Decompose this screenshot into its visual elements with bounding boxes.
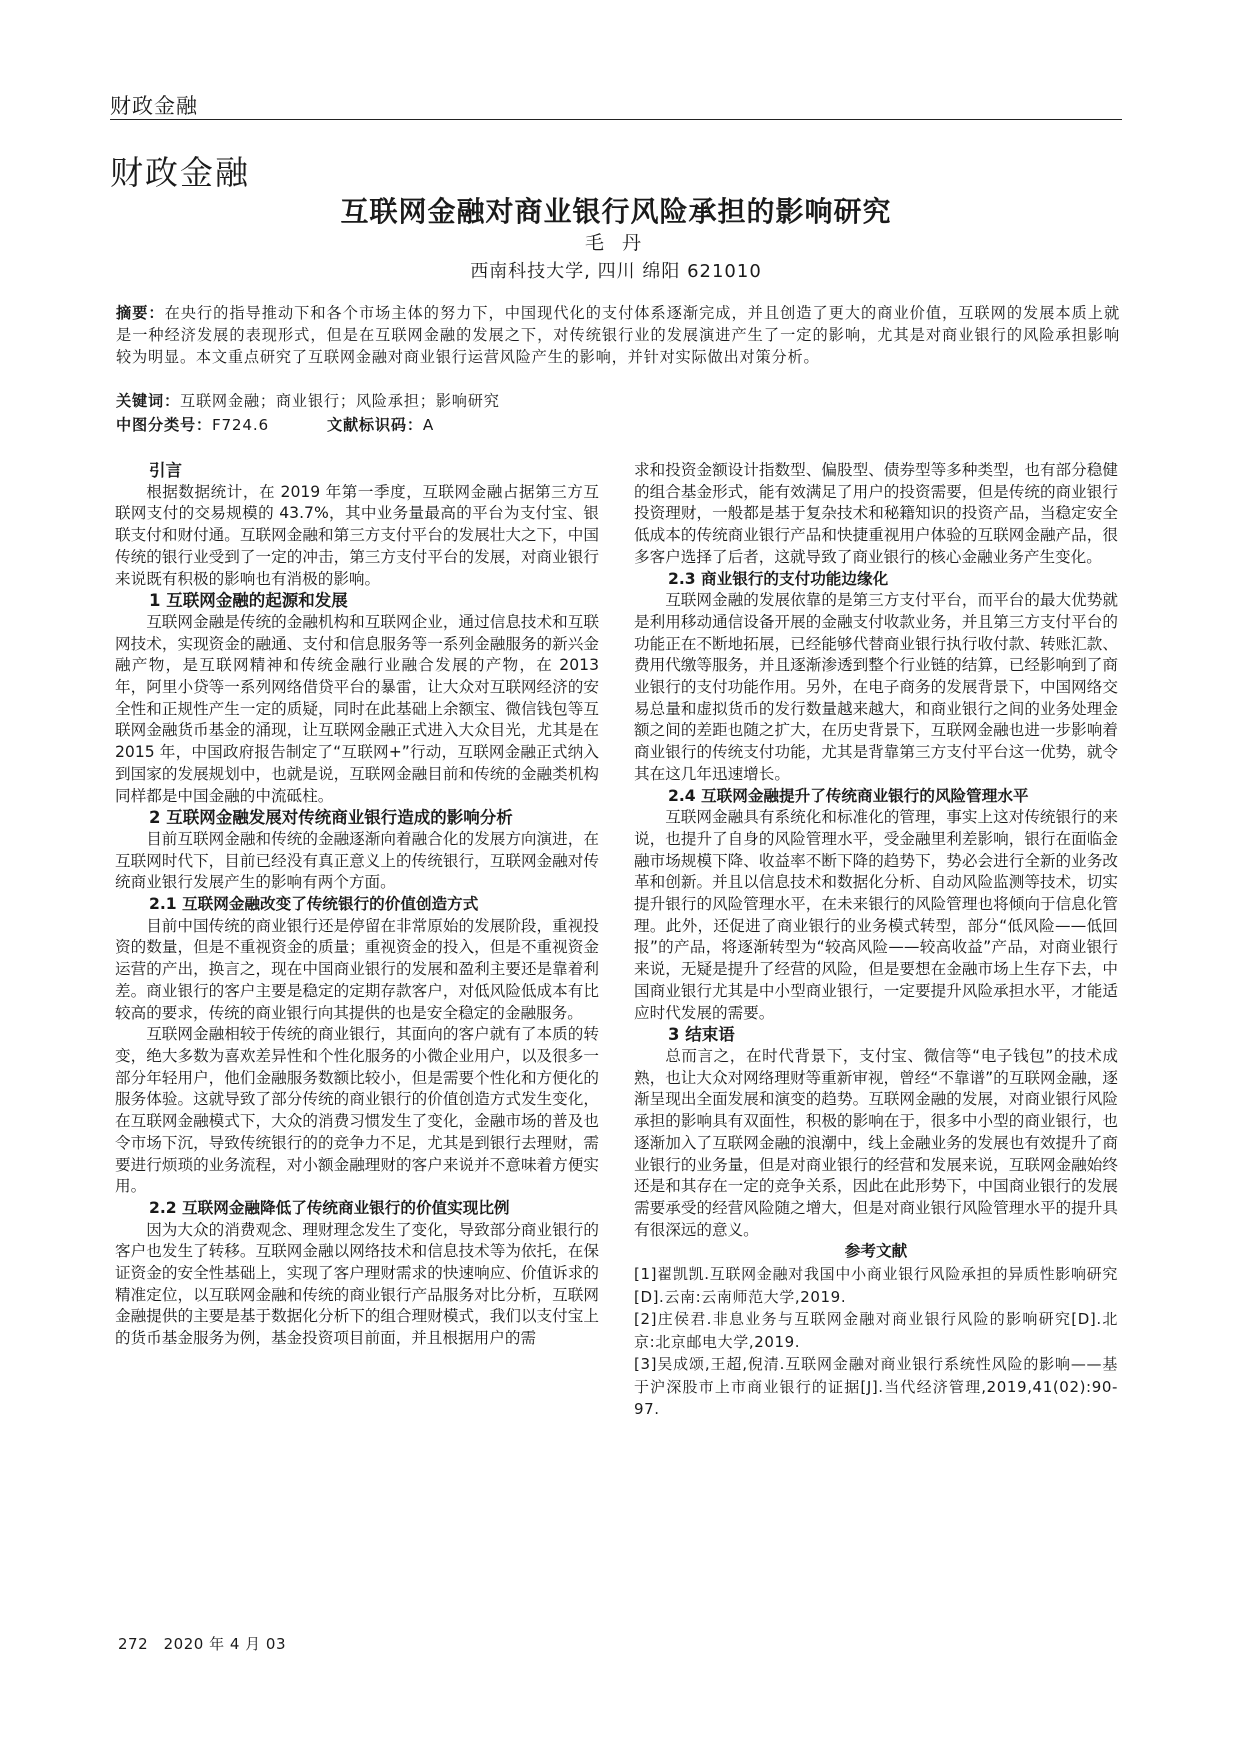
abstract xyxy=(116,302,1120,368)
section-2-4-paragraph: 互联网金融具有系统化和标准化的管理，事实上这对传统银行的来说，也提升了自身的风险管理水平，受金融里利差影响，银行在面临金融市场规模下降、收益率不断下降的趋势下，势必会进行全新的业务改革和创新。并且以信息技术和数据化分析、自动风险监测等技术，切实提升银行的风险管理水平，在未来银行的风险管理也将倾向于信息化管理。此外，还促进了商业银行的业务模式转型，部分“低风险——低回报”的产品，将逐渐转型为“较高风险——较高收益”产品，对商业银行来说，无疑是提升了经营的风险，但是要想在金融市场上生存下去，中国商业银行尤其是中小型商业银行，一定要提升风险承担水平，才能适应时代发展的需要。 xyxy=(634,808,1118,1022)
page-footer: 272 2020 年 4 月 03 xyxy=(118,1635,287,1653)
left-column xyxy=(115,460,599,1350)
clc-value: F724.6 xyxy=(211,416,269,434)
clc-label: 中图分类号： xyxy=(116,416,212,434)
classification xyxy=(116,414,434,435)
section-1-paragraph: 互联网金融是传统的金融机构和互联网企业，通过信息技术和互联网技术，实现资金的融通、支付和信息服务等一系列金融服务的新兴金融产物，是互联网精神和传统金融行业融合发展的产物，在 2013 年，阿里小贷等一系列网络借贷平台的暴雷，让大众对互联网经济的安全性和正规性产生一定的质疑，同时在此基础上余额宝、微信钱包等互联网金融货币基金的涌现，让互联网金融正式进入大众目光，尤其是在 2015 年，中国政府报告制定了“互联网+”行动，互联网金融正式纳入到国家的发展规划中，也就是说，互联网金融目前和传统的金融类机构同样都是中国金融的中流砥柱。 xyxy=(115,612,599,805)
doc-code-value: A xyxy=(422,416,435,434)
intro-paragraph: 根据数据统计，在 2019 年第一季度，互联网金融占据第三方互联网支付的交易规模的 43.7%，其中业务量最高的平台为支付宝、银联支付和财付通。互联网金融和第三方支付平台的发展壮大之下，中国传统的银行业受到了一定的冲击，第三方支付平台的发展，对商业银行来说既有积极的影响也有消极的影响。 xyxy=(115,482,599,588)
abstract-text: 在央行的指导推动下和各个市场主体的努力下，中国现代化的支付体系逐渐完成，并且创造了更大的商业价值，互联网的发展本质上就是一种经济发展的表现形式，但是在互联网金融的发展之下，对传统银行业的发展演进产生了一定的影响，尤其是对商业银行的风险承担影响较为明显。本文重点研究了互联网金融对商业银行运营风险产生的影响，并针对实际做出对策分析。 xyxy=(116,304,1120,366)
section-1-heading: 1 互联网金融的起源和发展 xyxy=(149,591,348,611)
keywords xyxy=(116,390,500,411)
running-head: 财政金融 xyxy=(110,94,198,118)
section-2-1-heading: 2.1 互联网金融改变了传统银行的价值创造方式 xyxy=(149,895,479,914)
reference-item: [3]吴成颂,王超,倪清.互联网金融对商业银行系统性风险的影响——基于沪深股市上市商业银行的证据[J].当代经济管理,2019,41(02):90-97. xyxy=(634,1355,1118,1419)
keywords-text: 互联网金融；商业银行；风险承担；影响研究 xyxy=(179,392,500,410)
section-title: 财政金融 xyxy=(110,153,250,192)
section-2-heading: 2 互联网金融发展对传统商业银行造成的影响分析 xyxy=(149,808,513,828)
paper-title: 互联网金融对商业银行风险承担的影响研究 xyxy=(340,195,892,228)
section-2-1-paragraph-2: 互联网金融相较于传统的商业银行，其面向的客户就有了本质的转变，绝大多数为喜欢差异性和个性化服务的小微企业用户，以及很多一部分年轻用户，他们金融服务数额比较小，但是需要个性化和方便化的服务体验。这就导致了部分传统的商业银行的价值创造方式发生变化，在互联网金融模式下，大众的消费习惯发生了变化，金融市场的普及也令市场下沉，导致传统银行的的竞争力不足，尤其是到银行去理财，需要进行烦琐的业务流程，对小额金融理财的客户来说并不意味着方便实用。 xyxy=(115,1025,599,1196)
section-2-2-paragraph-continued: 求和投资金额设计指数型、偏股型、债券型等多种类型，也有部分稳健的组合基金形式，能有效满足了用户的投资需要，但是传统的商业银行投资理财，一般都是基于复杂技术和秘籍知识的投资产品，当稳定安全低成本的传统商业银行产品和快捷重视用户体验的互联网金融产品，很多客户选择了后者，这就导致了商业银行的核心金融业务产生变化。 xyxy=(634,461,1118,566)
section-2-2-heading: 2.2 互联网金融降低了传统商业银行的价值实现比例 xyxy=(149,1198,510,1217)
section-2-3-heading: 2.3 商业银行的支付功能边缘化 xyxy=(668,569,889,588)
section-2-1-paragraph-1: 目前中国传统的商业银行还是停留在非常原始的发展阶段，重视投资的数量，但是不重视资金的质量；重视资金的投入，但是不重视资金运营的产出，换言之，现在中国商业银行的发展和盈利主要还是靠着利差。商业银行的客户主要是稳定的定期存款客户，对低风险低成本有比较高的要求，传统的商业银行向其提供的也是安全稳定的金融服务。 xyxy=(115,916,599,1022)
abstract-label: 摘要： xyxy=(116,304,165,322)
section-3-paragraph: 总而言之，在时代背景下，支付宝、微信等“电子钱包”的技术成熟，也让大众对网络理财等重新审视，曾经“不靠谱”的互联网金融，逐渐呈现出全面发展和演变的趋势。互联网金融的发展，对商业银行风险承担的影响具有双面性，积极的影响在于，很多中小型的商业银行，也逐渐加入了互联网金融的浪潮中，线上金融业务的发展也有效提升了商业银行的业务量，但是对商业银行的经营和发展来说，互联网金融始终还是和其存在一定的竞争关系，因此在此形势下，中国商业银行的发展需要承受的经营风险随之增大，但是对商业银行风险管理水平的提升具有很深远的意义。 xyxy=(634,1046,1118,1239)
header-rule xyxy=(110,119,1122,120)
author: 毛 丹 xyxy=(584,232,648,254)
affiliation: 西南科技大学, 四川 绵阳 621010 xyxy=(470,261,762,282)
section-2-4-heading: 2.4 互联网金融提升了传统商业银行的风险管理水平 xyxy=(668,786,1029,805)
reference-item: [1]翟凯凯.互联网金融对我国中小商业银行风险承担的异质性影响研究[D].云南:云南师范大学,2019. xyxy=(634,1265,1118,1306)
section-2-2-paragraph: 因为大众的消费观念、理财理念发生了变化，导致部分商业银行的客户也发生了转移。互联网金融以网络技术和信息技术等为依托，在保证资金的安全性基础上，实现了客户理财需求的快速响应、价值诉求的精准定位，以互联网金融和传统的商业银行产品服务对比分析，互联网金融提供的主要是基于数据化分析下的组合理财模式，我们以支付宝上的货币基金服务为例，基金投资项目前面，并且根据用户的需 xyxy=(115,1220,599,1348)
section-2-3-paragraph: 互联网金融的发展依靠的是第三方支付平台，而平台的最大优势就是利用移动通信设备开展的金融支付收款业务，并且第三方支付平台的功能正在不断地拓展，已经能够代替商业银行执行收付款、转账汇款、费用代缴等服务，并且逐渐渗透到整个行业链的结算，已经影响到了商业银行的支付功能作用。另外，在电子商务的发展背景下，中国网络交易总量和虚拟货币的发行数量越来越大，和商业银行之间的业务处理金额之间的差距也随之扩大，在历史背景下，互联网金融也进一步影响着商业银行的传统支付功能，尤其是背靠第三方支付平台这一优势，就令其在这几年迅速增长。 xyxy=(634,591,1118,783)
section-3-heading: 3 结束语 xyxy=(668,1025,735,1045)
reference-item: [2]庄侯君.非息业务与互联网金融对商业银行风险的影响研究[D].北京:北京邮电大学,2019. xyxy=(634,1310,1118,1351)
references-heading: 参考文献 xyxy=(844,1242,908,1261)
right-column xyxy=(634,460,1118,1421)
keywords-label: 关键词： xyxy=(116,392,180,410)
doc-code-label: 文献标识码： xyxy=(326,416,423,434)
section-2-paragraph: 目前互联网金融和传统的金融逐渐向着融合化的发展方向演进，在互联网时代下，目前已经没有真正意义上的传统银行，互联网金融对传统商业银行发展产生的影响有两个方面。 xyxy=(115,829,599,892)
intro-heading: 引言 xyxy=(149,461,182,480)
